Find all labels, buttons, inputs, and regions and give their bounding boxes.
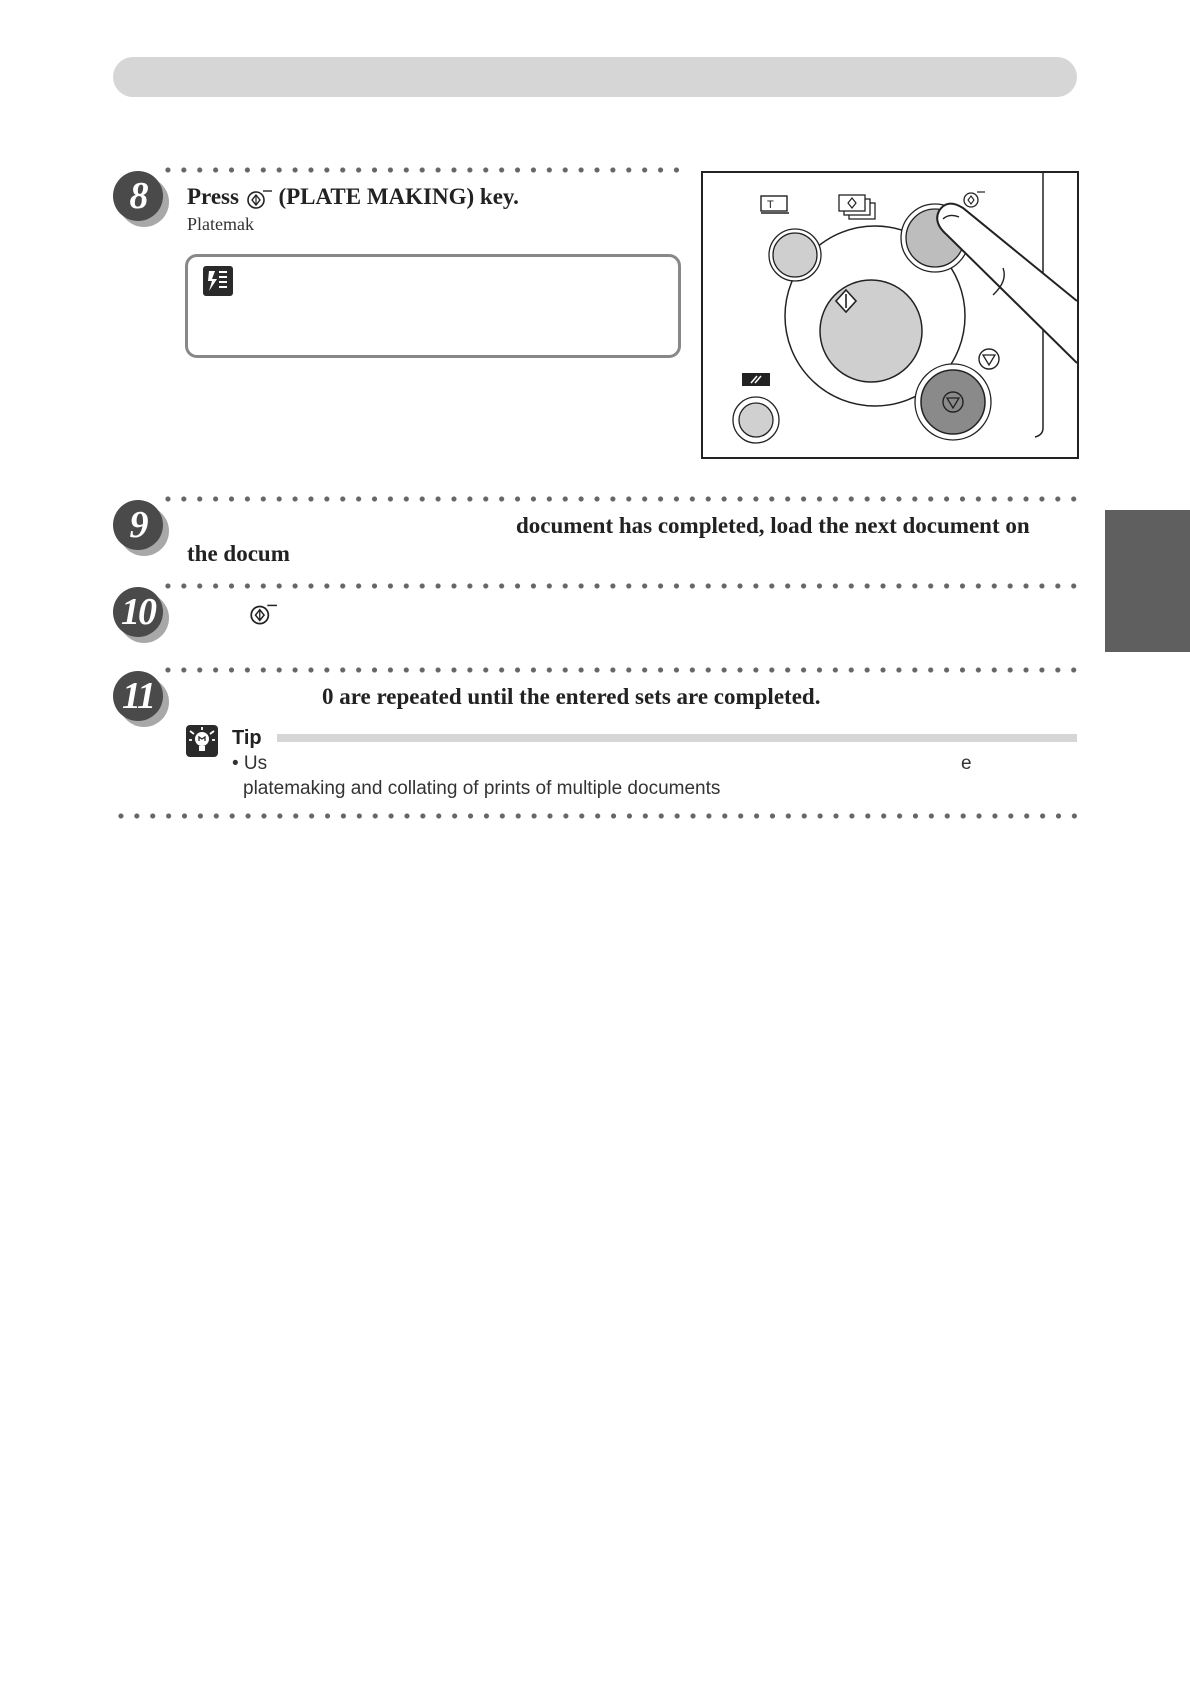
bottom-divider [113,813,1077,819]
important-note-box [185,254,681,358]
tip-line1-start: • Us [232,753,268,774]
plate-making-key-icon [245,188,273,210]
important-icon [203,266,233,296]
control-panel-illustration [701,171,1079,459]
step-8-title-pre: Press [187,184,245,209]
step-8-subtitle: Platemak [187,214,254,234]
step-10-number: 10 [113,587,163,637]
step-8-title-post: (PLATE MAKING) key. [272,184,519,209]
step-11-divider [160,667,1077,673]
chapter-side-tab [1105,510,1190,652]
step-8-divider [160,167,680,173]
step-10-plate-making-key-icon [248,602,278,626]
tip-lightbulb-icon [186,725,218,757]
header-bar [113,57,1077,97]
step-9-text-line2: the docum [187,541,290,566]
tip-line2: platemaking and collating of prints of multiple documents [243,778,721,799]
step-8-title [187,184,519,210]
step-9-number: 9 [113,500,163,550]
step-9-text-line1: document has completed, load the next document on [516,513,1030,538]
step-8-number: 8 [113,171,163,221]
plate-making-icon [964,192,985,207]
step-11-badge [113,671,169,727]
step-9-divider [160,496,1077,502]
step-11-number: 11 [113,671,163,721]
step-9-badge [113,500,169,556]
reset-icon [742,373,770,386]
svg-text:T: T [767,199,774,211]
trimming-icon [761,196,789,213]
step-8-badge [113,171,169,227]
step-10-divider [160,583,1077,589]
multi-page-start-icon [839,195,875,219]
stop-icon [979,349,999,369]
step-11-text: 0 are repeated until the entered sets are completed. [322,684,821,709]
tip-label: Tip [232,727,262,749]
step-10-badge [113,587,169,643]
tip-rule [277,734,1077,742]
tip-line1-end: e [961,753,972,774]
